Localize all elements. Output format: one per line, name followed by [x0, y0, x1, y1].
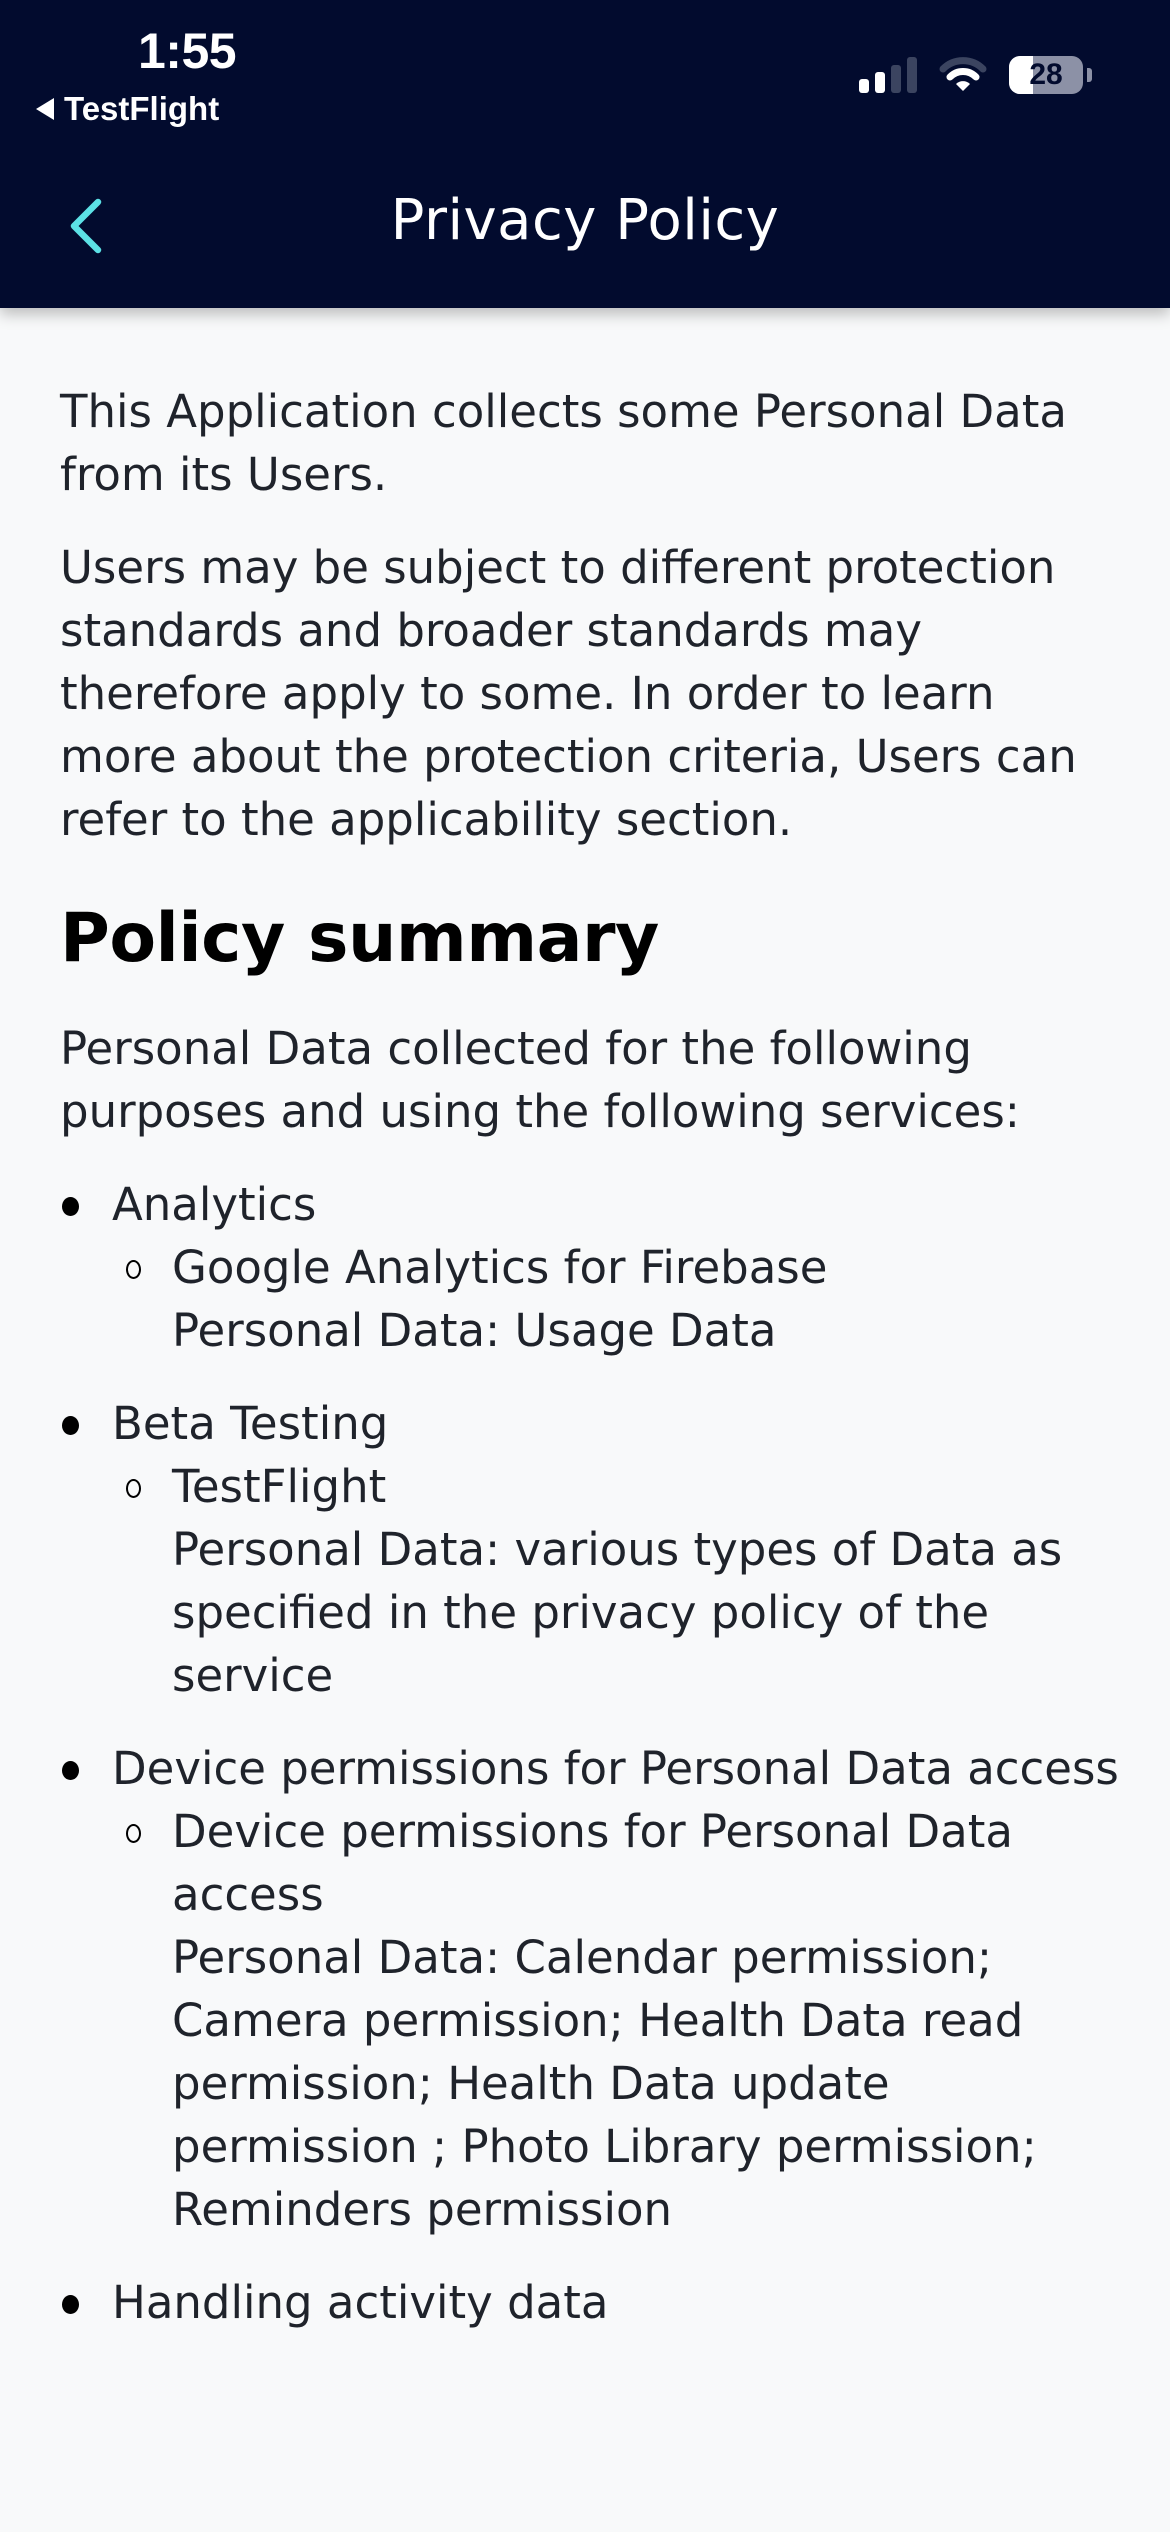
intro-paragraph: Users may be subject to different protection standards and broader standards may therefore apply to some. In order to learn more about the protection criteria, Users can refer to the applicability section. — [60, 541, 1077, 846]
app-header — [0, 0, 1170, 308]
services-list — [112, 1236, 1120, 1362]
back-to-app-link[interactable] — [36, 90, 219, 128]
bullet-icon — [62, 1416, 79, 1435]
purposes-list — [60, 1173, 1120, 2334]
list-item-purpose — [60, 1173, 1120, 1362]
purpose-label: Analytics — [112, 1178, 317, 1231]
purpose-label: Beta Testing — [112, 1397, 389, 1450]
service-personal-data: Personal Data: various types of Data as specified in the privacy policy of the service — [172, 1523, 1063, 1702]
service-name: Google Analytics for Firebase — [172, 1241, 828, 1294]
purpose-label: Handling activity data — [112, 2276, 609, 2329]
circle-bullet-icon — [126, 1260, 141, 1279]
service-personal-data: Personal Data: Usage Data — [172, 1304, 777, 1357]
back-triangle-icon — [36, 98, 54, 120]
status-time: 1:55 — [138, 23, 237, 79]
battery-percent: 28 — [1029, 58, 1063, 91]
bullet-icon — [62, 1761, 79, 1780]
status-icons — [859, 56, 1092, 94]
list-item-service — [112, 1236, 1120, 1362]
list-item-service — [112, 1455, 1120, 1707]
services-list — [112, 1455, 1120, 1707]
list-item-service — [112, 1800, 1120, 2241]
battery-icon — [1009, 56, 1083, 94]
list-item-purpose — [60, 1392, 1120, 1707]
section-heading: Policy summary — [60, 899, 659, 978]
service-name: TestFlight — [172, 1460, 387, 1513]
service-personal-data: Personal Data: Calendar permission; Camera permission; Health Data read permission; Health Data update permission ; Photo Library permission; Reminders permission — [172, 1931, 1037, 2236]
privacy-policy-content — [60, 380, 1120, 2364]
circle-bullet-icon — [126, 1824, 141, 1843]
page-title: Privacy Policy — [390, 188, 780, 253]
back-app-label: TestFlight — [64, 90, 220, 127]
wifi-icon — [939, 57, 987, 93]
circle-bullet-icon — [126, 1479, 141, 1498]
service-name: Device permissions for Personal Data access — [172, 1805, 1013, 1921]
battery-cap — [1087, 68, 1092, 82]
bullet-icon — [62, 1197, 79, 1216]
intro-paragraph: This Application collects some Personal Data from its Users. — [60, 385, 1067, 501]
list-item-purpose — [60, 2271, 1120, 2334]
purpose-label: Device permissions for Personal Data access — [112, 1742, 1119, 1795]
section-intro: Personal Data collected for the following purposes and using the following services: — [60, 1022, 1020, 1138]
list-item-purpose — [60, 1737, 1120, 2241]
bullet-icon — [62, 2295, 79, 2314]
cellular-signal-icon — [859, 57, 917, 93]
services-list — [112, 1800, 1120, 2241]
